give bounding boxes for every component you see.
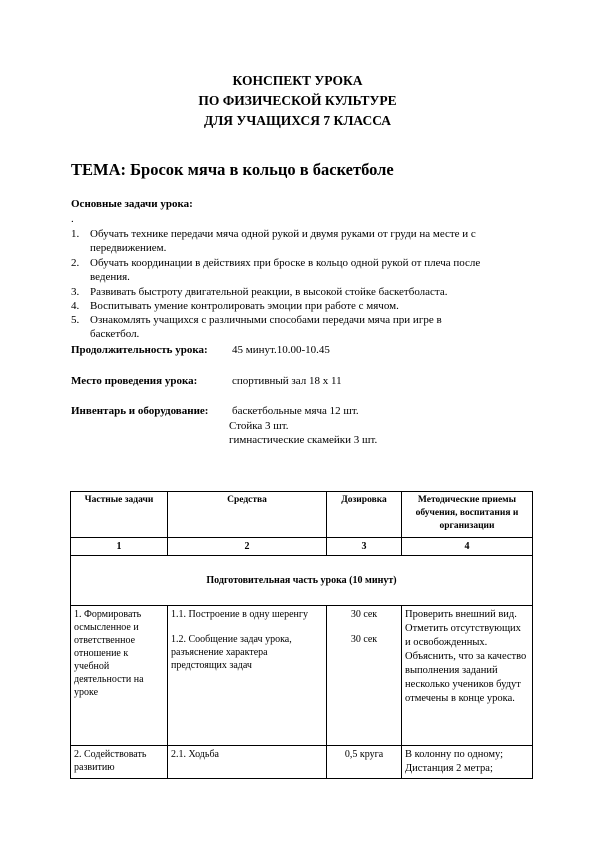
- method-cell: [402, 606, 533, 746]
- tasks-heading: Основные задачи урока:: [71, 198, 193, 210]
- task-text-cont: передвижением.: [90, 242, 167, 254]
- table-row: [71, 606, 533, 746]
- section-row: [71, 556, 533, 606]
- task-number: 3.: [71, 286, 80, 298]
- column-number: 2: [168, 538, 327, 556]
- task-cell: 1. Формировать осмысленное и ответственное отношение к учебной деятельности на уроке: [71, 606, 168, 746]
- title-line-3: ДЛЯ УЧАЩИХСЯ 7 КЛАССА: [203, 113, 392, 128]
- equipment-line-3: гимнастические скамейки 3 шт.: [229, 434, 378, 446]
- method-line: Дистанция 2 метра;: [405, 763, 493, 774]
- means-cell: [168, 606, 327, 746]
- lesson-plan-table: [70, 491, 533, 779]
- column-header: Частные задачи: [71, 492, 168, 538]
- task-text: Обучать координации в действиях при броске в кольцо одной рукой от плеча после: [90, 257, 481, 269]
- column-header: Методические приемы обучения, воспитания и организации: [402, 492, 533, 538]
- task-text: Ознакомлять учащихся с различными способами передачи мяча при игре в: [90, 314, 442, 326]
- place-label: Место проведения урока:: [71, 375, 198, 387]
- equipment-line-1: баскетбольные мяча 12 шт.: [232, 405, 359, 417]
- task-number: 4.: [71, 300, 80, 312]
- means-cell: 2.1. Ходьба: [168, 746, 327, 779]
- means-line: 1.1. Построение в одну шеренгу: [171, 609, 309, 620]
- means-line: 1.2. Сообщение задач урока, разъяснение характера предстоящих задач: [171, 634, 292, 671]
- tasks-dot: .: [71, 213, 74, 225]
- equipment-line-2: Стойка 3 шт.: [229, 420, 289, 432]
- title-line-1: КОНСПЕКТ УРОКА: [232, 73, 363, 88]
- column-header: Средства: [168, 492, 327, 538]
- table-number-row: [71, 538, 533, 556]
- task-text: Развивать быстроту двигательной реакции, в высокой стойке баскетболаста.: [90, 286, 448, 298]
- task-text: Воспитывать умение контролировать эмоции при работе с мячом.: [90, 300, 399, 312]
- duration-value: 45 минут.10.00-10.45: [232, 344, 330, 356]
- lesson-topic: ТЕМА: Бросок мяча в кольцо в баскетболе: [71, 160, 394, 179]
- title-line-2: ПО ФИЗИЧЕСКОЙ КУЛЬТУРЕ: [198, 93, 397, 108]
- duration-label: Продолжительность урока:: [71, 344, 208, 356]
- task-number: 2.: [71, 257, 80, 269]
- table-header-row: [71, 492, 533, 538]
- method-line: В колонну по одному;: [405, 749, 504, 760]
- dose-line: 30 сек: [350, 634, 378, 645]
- document-title: [0, 71, 595, 131]
- dose-cell: 0,5 круга: [327, 746, 402, 779]
- column-number: 1: [71, 538, 168, 556]
- task-number: 5.: [71, 314, 80, 326]
- task-text-cont: ведения.: [90, 271, 130, 283]
- method-cell: [402, 746, 533, 779]
- method-line: Объяснить, что за качество выполнения заданий несколько учеников будут отмечены в конце урока.: [405, 651, 527, 704]
- task-cell: 2. Содействовать развитию: [71, 746, 168, 779]
- dose-cell: [327, 606, 402, 746]
- dose-line: 30 сек: [350, 609, 378, 620]
- task-text-cont: баскетбол.: [90, 328, 140, 340]
- column-number: 3: [327, 538, 402, 556]
- column-header: Дозировка: [327, 492, 402, 538]
- task-text: Обучать технике передачи мяча одной рукой и двумя руками от груди на месте и с: [90, 228, 476, 240]
- column-number: 4: [402, 538, 533, 556]
- section-title: Подготовительная часть урока (10 минут): [71, 556, 533, 606]
- place-row: [71, 374, 197, 388]
- table-row: [71, 746, 533, 779]
- method-line: Проверить внешний вид. Отметить отсутствующих и освобожденных.: [405, 609, 521, 648]
- equipment-row: [71, 404, 208, 418]
- task-number: 1.: [71, 228, 80, 240]
- place-value: спортивный зал 18 х 11: [232, 375, 342, 387]
- equipment-label: Инвентарь и оборудование:: [71, 405, 209, 417]
- duration-row: [71, 343, 208, 357]
